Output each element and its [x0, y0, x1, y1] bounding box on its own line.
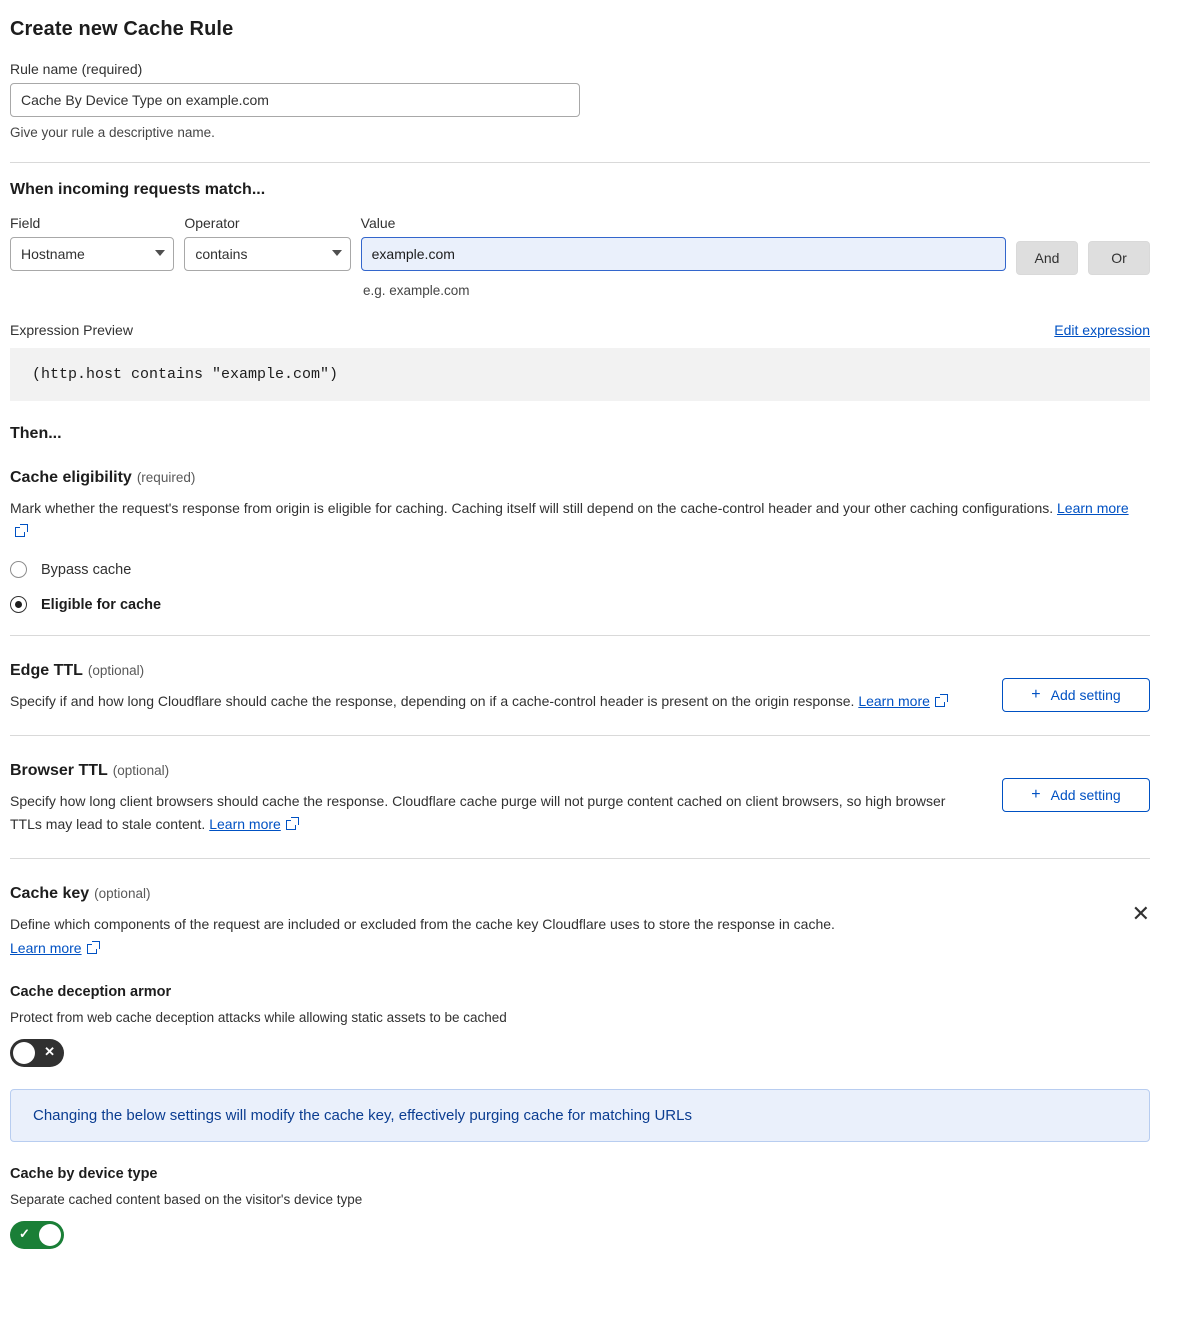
field-column [10, 215, 174, 271]
toggle-knob [39, 1224, 61, 1246]
cache-by-device-type-toggle[interactable] [10, 1221, 64, 1249]
browser-ttl-section [10, 754, 1150, 836]
browser-ttl-learn-more-link[interactable]: Learn more [209, 816, 281, 833]
divider-1 [10, 162, 1150, 163]
radio-bypass-cache-label: Bypass cache [41, 561, 132, 578]
cache-deception-armor-description: Protect from web cache deception attacks while allowing static assets to be cached [10, 1009, 507, 1025]
browser-ttl-title: Browser TTL [10, 762, 108, 780]
value-hint: e.g. example.com [363, 283, 470, 298]
edge-ttl-description-text: Specify if and how long Cloudflare should cache the response, depending on if a cache-control header is present on the origin response. [10, 693, 855, 710]
cache-deception-armor-group [10, 984, 1150, 1067]
radio-selected-icon[interactable] [10, 596, 27, 613]
edit-expression-link[interactable]: Edit expression [1054, 322, 1150, 338]
external-link-icon [935, 697, 945, 707]
plus-icon: + [1031, 686, 1041, 704]
toggle-on-icon: ✓ [19, 1225, 30, 1241]
expression-preview: (http.host contains "example.com") [10, 348, 1150, 401]
toggle-off-icon: ✕ [44, 1043, 55, 1059]
cache-deception-armor-title: Cache deception armor [10, 983, 172, 1000]
cache-eligibility-description [10, 497, 1135, 543]
field-select[interactable] [10, 237, 174, 271]
edge-ttl-section [10, 654, 1150, 713]
cache-key-description-text: Define which components of the request are included or excluded from the cache key Cloudflare uses to store the response in cache. [10, 916, 835, 933]
page-title: Create new Cache Rule [10, 18, 234, 40]
external-link-icon [87, 944, 97, 954]
match-heading: When incoming requests match... [10, 181, 266, 198]
edge-ttl-optional: (optional) [87, 663, 145, 679]
or-button[interactable]: Or [1088, 241, 1150, 275]
rule-name-help: Give your rule a descriptive name. [10, 125, 215, 140]
cache-key-description [10, 913, 835, 959]
close-icon[interactable]: ✕ [1131, 901, 1150, 927]
value-input[interactable] [361, 237, 1006, 271]
cache-by-device-type-title: Cache by device type [10, 1165, 158, 1182]
external-link-icon [286, 820, 296, 830]
operator-column [184, 215, 350, 271]
radio-icon[interactable] [10, 561, 27, 578]
toggle-knob [13, 1042, 35, 1064]
cache-by-device-type-description: Separate cached content based on the visitor's device type [10, 1191, 363, 1207]
value-column [361, 215, 1006, 271]
match-row [10, 215, 1150, 275]
cache-eligibility-required: (required) [136, 470, 196, 485]
radio-bypass-cache[interactable] [10, 561, 1150, 578]
and-button[interactable]: And [1016, 241, 1078, 275]
browser-ttl-add-setting-button[interactable] [1002, 778, 1150, 812]
cache-key-optional: (optional) [94, 886, 151, 902]
cache-key-notice: Changing the below settings will modify the cache key, effectively purging cache for matching URLs [10, 1089, 1150, 1142]
cache-deception-armor-toggle[interactable] [10, 1039, 64, 1067]
cache-eligibility-description-text: Mark whether the request's response from origin is eligible for caching. Caching itself will still depend on the cache-control header and your other caching configurations. [10, 500, 1054, 516]
then-heading: Then... [10, 425, 62, 442]
expression-header [10, 322, 1150, 338]
cache-eligibility-title: Cache eligibility [10, 469, 132, 486]
edge-ttl-title: Edge TTL [10, 662, 83, 680]
expression-label: Expression Preview [10, 322, 133, 338]
cache-key-section [10, 877, 1150, 959]
field-label: Field [10, 215, 41, 231]
logic-buttons [1016, 215, 1150, 275]
divider-3 [10, 735, 1150, 736]
rule-name-label: Rule name (required) [10, 61, 143, 77]
divider-4 [10, 858, 1150, 859]
operator-select[interactable] [184, 237, 350, 271]
value-label: Value [360, 215, 396, 231]
rule-name-group [10, 61, 1150, 140]
edge-ttl-description [10, 690, 945, 713]
edge-ttl-learn-more-link[interactable]: Learn more [858, 693, 930, 710]
cache-key-learn-more-link[interactable]: Learn more [10, 939, 82, 956]
cache-by-device-type-group [10, 1166, 1150, 1249]
edge-ttl-add-setting-button[interactable] [1002, 678, 1150, 712]
browser-ttl-optional: (optional) [112, 763, 170, 779]
operator-label: Operator [184, 215, 240, 231]
plus-icon: + [1031, 786, 1041, 804]
radio-eligible-for-cache-label: Eligible for cache [41, 596, 162, 613]
cache-eligibility-learn-more-link[interactable]: Learn more [1057, 500, 1129, 516]
external-link-icon [15, 527, 25, 537]
cache-key-title: Cache key [10, 885, 90, 903]
cache-eligibility-section [10, 443, 1150, 613]
edge-ttl-add-setting-label: Add setting [1050, 687, 1121, 704]
browser-ttl-add-setting-label: Add setting [1050, 787, 1121, 804]
browser-ttl-description-text: Specify how long client browsers should cache the response. Cloudflare cache purge will not purge content cached on client browsers, so high browser TTLs may lead to stale content. [10, 793, 946, 833]
browser-ttl-description [10, 790, 970, 836]
divider-2 [10, 635, 1150, 636]
rule-name-input[interactable] [10, 83, 580, 117]
radio-eligible-for-cache[interactable] [10, 596, 1150, 613]
